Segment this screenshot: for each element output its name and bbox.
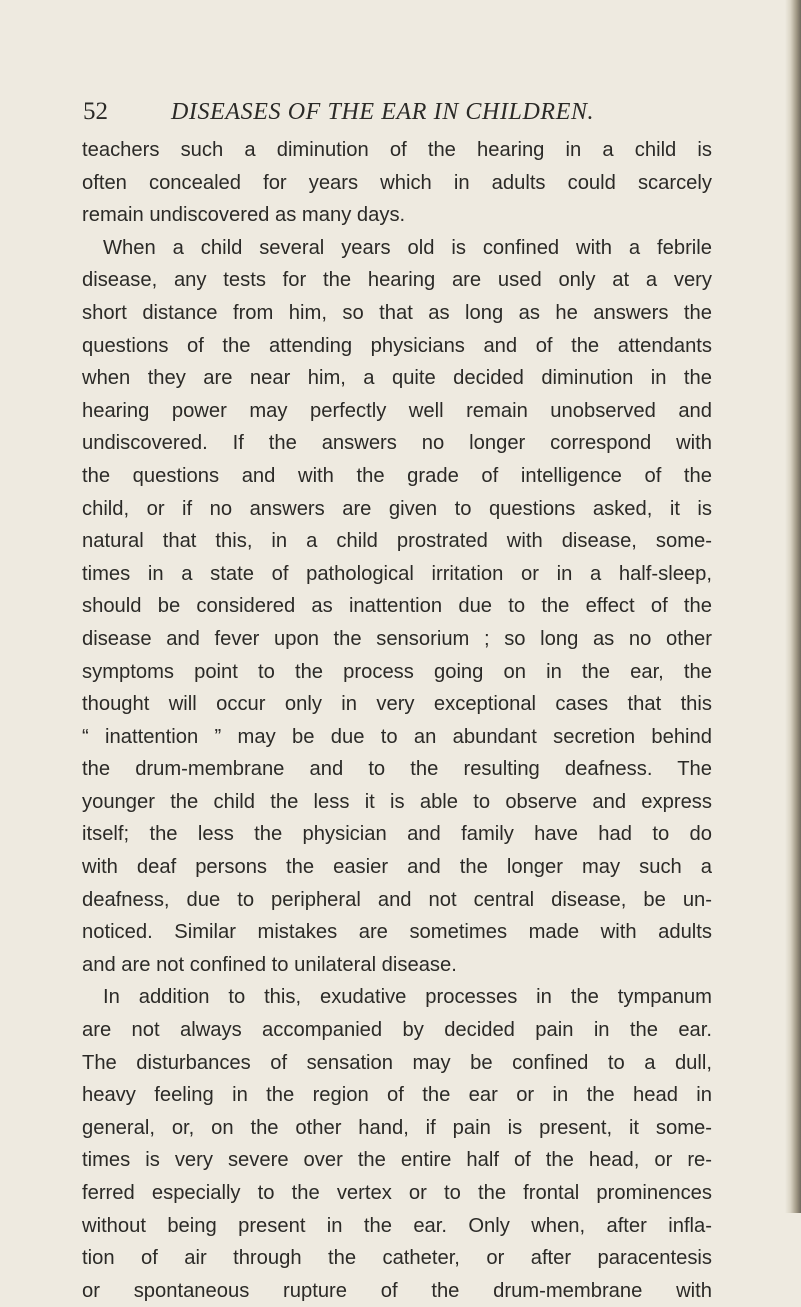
text-line: child, or if no answers are given to questions asked, it is: [82, 497, 712, 520]
text-line: natural that this, in a child prostrated with disease, some-: [82, 530, 712, 553]
text-line: remain undiscovered as many days.: [82, 204, 406, 227]
text-line: the questions and with the grade of intelligence of the: [82, 464, 712, 487]
text-line: often concealed for years which in adults could scarcely: [82, 171, 712, 194]
text-line: The disturbances of sensation may be confined to a dull,: [82, 1051, 712, 1074]
text-line: deafness, due to peripheral and not central disease, be un-: [82, 888, 712, 911]
text-line: younger the child the less it is able to observe and express: [82, 790, 712, 813]
text-line: tion of air through the catheter, or after paracentesis: [82, 1247, 712, 1270]
running-head: DISEASES OF THE EAR IN CHILDREN.: [171, 99, 595, 125]
text-line: When a child several years old is confined with a febrile: [103, 236, 712, 259]
text-line: when they are near him, a quite decided diminution in the: [82, 367, 712, 390]
text-line: noticed. Similar mistakes are sometimes made with adults: [82, 921, 712, 944]
text-line: disease and fever upon the sensorium ; so long as no other: [82, 627, 712, 650]
text-line: thought will occur only in very exceptional cases that this: [82, 693, 712, 716]
page-edge-shadow: [785, 0, 801, 1213]
text-line: and are not confined to unilateral disease.: [82, 953, 457, 976]
text-line: ferred especially to the vertex or to the frontal prominences: [82, 1182, 712, 1204]
page-number: 52: [83, 98, 108, 125]
text-line: disease, any tests for the hearing are used only at a very: [82, 269, 712, 292]
text-line: with deaf persons the easier and the longer may such a: [82, 856, 712, 879]
text-line: or spontaneous rupture of the drum-membrane with: [82, 1279, 712, 1302]
text-line: heavy feeling in the region of the ear or in the head in: [82, 1084, 712, 1107]
text-line: itself; the less the physician and family have had to do: [82, 823, 712, 846]
text-line: undiscovered. If the answers no longer correspond with: [82, 432, 712, 455]
body-text: [82, 134, 712, 1307]
text-line: general, or, on the other hand, if pain is present, it some-: [82, 1116, 712, 1139]
text-line: teachers such a diminution of the hearing in a child is: [82, 139, 712, 161]
text-line: hearing power may perfectly well remain unobserved and: [82, 399, 712, 422]
text-line: without being present in the ear. Only when, after infla-: [82, 1214, 712, 1237]
page-header: [83, 92, 703, 132]
text-line: times is very severe over the entire half of the head, or re-: [82, 1149, 712, 1172]
text-line: “ inattention ” may be due to an abundant secretion behind: [82, 725, 712, 748]
text-line: should be considered as inattention due to the effect of the: [82, 595, 712, 618]
text-line: short distance from him, so that as long as he answers the: [82, 301, 712, 324]
text-line: times in a state of pathological irritation or in a half-sleep,: [82, 562, 712, 585]
text-line: symptoms point to the process going on in the ear, the: [82, 660, 712, 683]
text-line: In addition to this, exudative processes in the tympanum: [103, 986, 712, 1009]
text-line: the drum-membrane and to the resulting deafness. The: [82, 758, 712, 781]
text-line: are not always accompanied by decided pain in the ear.: [82, 1019, 712, 1042]
text-line: questions of the attending physicians and of the attendants: [82, 334, 712, 357]
